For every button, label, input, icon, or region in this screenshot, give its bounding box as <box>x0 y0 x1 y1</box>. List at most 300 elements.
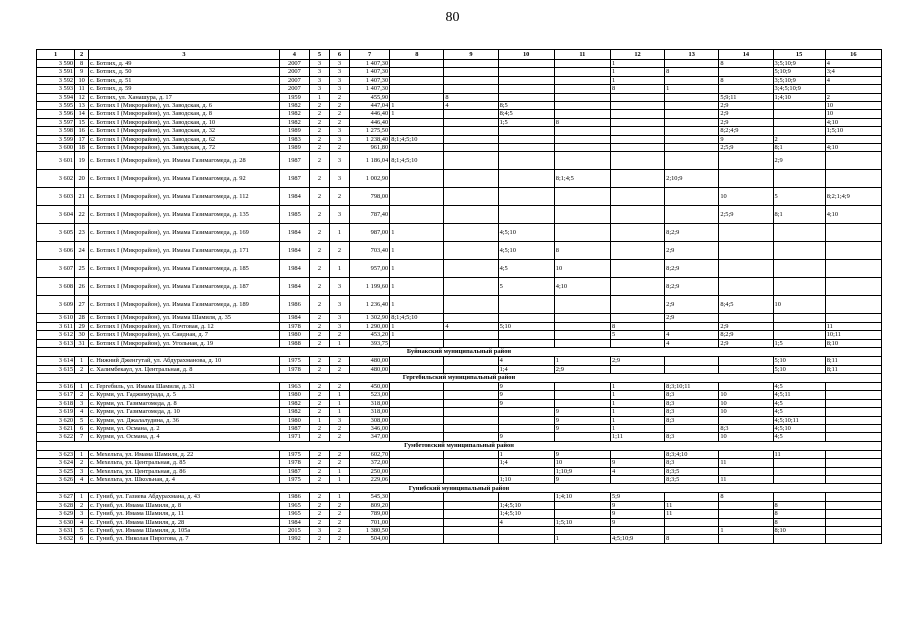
cell-c14: 11 <box>719 459 773 467</box>
cell-c11: 10 <box>554 459 610 467</box>
cell-c14: 8;3 <box>719 424 773 432</box>
cell-c14 <box>719 242 773 260</box>
cell-c5: 3 <box>309 68 329 76</box>
cell-c13 <box>665 118 719 126</box>
cell-c9 <box>444 296 498 314</box>
cell-c2: 1 <box>75 357 89 365</box>
cell-c11: 1 <box>554 357 610 365</box>
cell-c10: 9 <box>498 399 554 407</box>
cell-c6: 2 <box>330 459 350 467</box>
cell-c15: 4;5 <box>773 408 825 416</box>
cell-c5: 2 <box>309 170 329 188</box>
cell-c3: с. Гуниб, ул. Газиева Абдурахмана, д. 43 <box>89 493 280 501</box>
cell-c3: с. Мехельта, ул. Школьная, д. 4 <box>89 475 280 483</box>
cell-c1: 3 613 <box>37 339 75 347</box>
cell-c11: 1;5;10 <box>554 518 610 526</box>
cell-c10: 4;5;10 <box>498 242 554 260</box>
cell-c9 <box>444 467 498 475</box>
cell-c7: 455,90 <box>350 93 390 101</box>
cell-c2: 15 <box>75 118 89 126</box>
cell-c1: 3 625 <box>37 467 75 475</box>
cell-c14 <box>719 518 773 526</box>
cell-c5: 3 <box>309 527 329 535</box>
cell-c9 <box>444 110 498 118</box>
cell-c7: 602,70 <box>350 450 390 458</box>
cell-c5: 2 <box>309 408 329 416</box>
cell-c4: 1986 <box>279 493 309 501</box>
cell-c14: 8 <box>719 60 773 68</box>
table-row <box>37 382 882 390</box>
cell-c13: 8;3;10;11 <box>665 382 719 390</box>
cell-c14 <box>719 224 773 242</box>
cell-c7: 308,00 <box>350 416 390 424</box>
cell-c4: 1965 <box>279 510 309 518</box>
cell-c6: 3 <box>330 127 350 135</box>
cell-c14: 2;9 <box>719 339 773 347</box>
cell-c11 <box>554 93 610 101</box>
cell-c14: 8;2;4;9 <box>719 127 773 135</box>
cell-c13 <box>665 206 719 224</box>
cell-c2: 1 <box>75 493 89 501</box>
cell-c2: 3 <box>75 467 89 475</box>
cell-c12 <box>610 314 664 322</box>
cell-c15: 4;5 <box>773 382 825 390</box>
cell-c7: 447,04 <box>350 102 390 110</box>
cell-c4: 1978 <box>279 322 309 330</box>
cell-c2: 10 <box>75 76 89 84</box>
cell-c1: 3 600 <box>37 144 75 152</box>
cell-c4: 1975 <box>279 450 309 458</box>
cell-c1: 3 627 <box>37 493 75 501</box>
column-header: 8 <box>390 50 444 60</box>
cell-c8: 1 <box>390 296 444 314</box>
cell-c14 <box>719 260 773 278</box>
cell-c8 <box>390 339 444 347</box>
cell-c2: 14 <box>75 110 89 118</box>
cell-c16 <box>825 475 881 483</box>
cell-c14: 8;4;5 <box>719 296 773 314</box>
cell-c1: 3 605 <box>37 224 75 242</box>
cell-c7: 809,20 <box>350 501 390 509</box>
cell-c16: 10 <box>825 102 881 110</box>
cell-c15 <box>773 260 825 278</box>
cell-c14: 10 <box>719 408 773 416</box>
cell-c3: с. Курми, ул. Гаджимурада, д. 5 <box>89 391 280 399</box>
cell-c12: 2;9 <box>610 357 664 365</box>
cell-c13: 2;9 <box>665 242 719 260</box>
cell-c11 <box>554 501 610 509</box>
cell-c16 <box>825 527 881 535</box>
cell-c1: 3 615 <box>37 365 75 373</box>
cell-c11 <box>554 224 610 242</box>
cell-c8 <box>390 170 444 188</box>
cell-c14: 2;9 <box>719 118 773 126</box>
cell-c6: 2 <box>330 242 350 260</box>
cell-c4: 1984 <box>279 518 309 526</box>
cell-c11 <box>554 85 610 93</box>
cell-c3: с. Ботлих I (Микрорайон), ул. Имама Газимагомеда, д. 28 <box>89 152 280 170</box>
cell-c12 <box>610 224 664 242</box>
cell-c15 <box>773 102 825 110</box>
cell-c11: 1;10;9 <box>554 467 610 475</box>
cell-c14: 1 <box>719 527 773 535</box>
cell-c4: 1984 <box>279 242 309 260</box>
cell-c1: 3 597 <box>37 118 75 126</box>
cell-c15: 3;5;10;9 <box>773 76 825 84</box>
cell-c3: с. Ботлих I (Микрорайон), ул. Заводская, д. 72 <box>89 144 280 152</box>
cell-c12: 1 <box>610 408 664 416</box>
cell-c2: 20 <box>75 170 89 188</box>
cell-c11: 9 <box>554 416 610 424</box>
column-header: 2 <box>75 50 89 60</box>
cell-c15 <box>773 322 825 330</box>
cell-c4: 1984 <box>279 278 309 296</box>
cell-c3: с. Ботлих I (Микрорайон), ул. Имама Газимагомеда, д. 135 <box>89 206 280 224</box>
cell-c10 <box>498 127 554 135</box>
cell-c9 <box>444 278 498 296</box>
cell-c16 <box>825 408 881 416</box>
cell-c11 <box>554 144 610 152</box>
cell-c2: 29 <box>75 322 89 330</box>
cell-c4: 1986 <box>279 296 309 314</box>
cell-c15: 4;5;10;11 <box>773 416 825 424</box>
cell-c2: 2 <box>75 365 89 373</box>
cell-c3: с. Ботлих, д. 49 <box>89 60 280 68</box>
cell-c11 <box>554 382 610 390</box>
cell-c12: 1 <box>610 416 664 424</box>
cell-c3: с. Ботлих I (Микрорайон), ул. Угольная, д. 19 <box>89 339 280 347</box>
cell-c7: 1 275,50 <box>350 127 390 135</box>
cell-c3: с. Ботлих I (Микрорайон), ул. Саидная, д. 7 <box>89 331 280 339</box>
cell-c5: 2 <box>309 296 329 314</box>
cell-c12 <box>610 93 664 101</box>
cell-c15: 8;1 <box>773 144 825 152</box>
cell-c8: 1 <box>390 110 444 118</box>
cell-c7: 957,00 <box>350 260 390 278</box>
cell-c15: 4;5;11 <box>773 391 825 399</box>
cell-c12: 9 <box>610 518 664 526</box>
column-header: 3 <box>89 50 280 60</box>
cell-c12 <box>610 260 664 278</box>
cell-c3: с. Гуниб, ул. Имама Шамиля, д. 28 <box>89 518 280 526</box>
table-row <box>37 206 882 224</box>
cell-c12: 1 <box>610 399 664 407</box>
cell-c4: 1980 <box>279 416 309 424</box>
table-row <box>37 296 882 314</box>
cell-c3: с. Ботлих I (Микрорайон), ул. Имама Шамиля, д. 35 <box>89 314 280 322</box>
cell-c1: 3 599 <box>37 135 75 143</box>
cell-c7: 453,20 <box>350 331 390 339</box>
cell-c13 <box>665 60 719 68</box>
cell-c1: 3 607 <box>37 260 75 278</box>
cell-c15: 4;5;10 <box>773 424 825 432</box>
cell-c15: 2 <box>773 135 825 143</box>
cell-c8 <box>390 127 444 135</box>
cell-c1: 3 624 <box>37 459 75 467</box>
cell-c5: 2 <box>309 118 329 126</box>
cell-c16 <box>825 399 881 407</box>
cell-c9 <box>444 433 498 441</box>
cell-c6: 1 <box>330 493 350 501</box>
cell-c12: 9 <box>610 501 664 509</box>
table-row <box>37 314 882 322</box>
table-row <box>37 110 882 118</box>
table-row <box>37 118 882 126</box>
cell-c6: 1 <box>330 260 350 278</box>
column-header: 13 <box>665 50 719 60</box>
cell-c14 <box>719 416 773 424</box>
cell-c16 <box>825 260 881 278</box>
cell-c2: 17 <box>75 135 89 143</box>
cell-c2: 19 <box>75 152 89 170</box>
table-row <box>37 527 882 535</box>
cell-c6: 2 <box>330 118 350 126</box>
cell-c2: 4 <box>75 408 89 416</box>
cell-c10: 5;10 <box>498 322 554 330</box>
cell-c10 <box>498 85 554 93</box>
cell-c10: 9 <box>498 382 554 390</box>
cell-c13 <box>665 144 719 152</box>
table-row <box>37 391 882 399</box>
cell-c7: 480,00 <box>350 357 390 365</box>
cell-c1: 3 594 <box>37 93 75 101</box>
cell-c16: 10;11 <box>825 331 881 339</box>
cell-c3: с. Ботлих I (Микрорайон), ул. Имама Газимагомеда, д. 189 <box>89 296 280 314</box>
cell-c7: 446,40 <box>350 118 390 126</box>
cell-c13: 11 <box>665 510 719 518</box>
cell-c15: 4;5 <box>773 433 825 441</box>
cell-c6: 1 <box>330 467 350 475</box>
cell-c10: 4;5 <box>498 260 554 278</box>
cell-c1: 3 632 <box>37 535 75 543</box>
table-row <box>37 467 882 475</box>
cell-c7: 346,00 <box>350 424 390 432</box>
table-row <box>37 493 882 501</box>
table-row <box>37 60 882 68</box>
cell-c8: 8;1;4;5;10 <box>390 135 444 143</box>
cell-c14 <box>719 535 773 543</box>
cell-c9 <box>444 459 498 467</box>
cell-c5: 2 <box>309 493 329 501</box>
cell-c1: 3 630 <box>37 518 75 526</box>
cell-c14: 5;9;11 <box>719 93 773 101</box>
cell-c3: с. Мехельта, ул. Центральная, д. 86 <box>89 467 280 475</box>
cell-c2: 13 <box>75 102 89 110</box>
cell-c3: с. Ботлих I (Микрорайон), ул. Имама Газимагомеда, д. 171 <box>89 242 280 260</box>
cell-c10: 8;4;5 <box>498 110 554 118</box>
cell-c16 <box>825 416 881 424</box>
cell-c12 <box>610 527 664 535</box>
cell-c15 <box>773 467 825 475</box>
cell-c6: 3 <box>330 206 350 224</box>
cell-c8 <box>390 416 444 424</box>
cell-c6: 2 <box>330 93 350 101</box>
cell-c3: с. Халимбекаул, ул. Центральная, д. 8 <box>89 365 280 373</box>
cell-c16 <box>825 433 881 441</box>
cell-c13 <box>665 93 719 101</box>
cell-c12 <box>610 278 664 296</box>
cell-c8 <box>390 450 444 458</box>
cell-c16 <box>825 170 881 188</box>
cell-c7: 1 002,90 <box>350 170 390 188</box>
cell-c16 <box>825 450 881 458</box>
cell-c15: 5 <box>773 188 825 206</box>
column-header: 16 <box>825 50 881 60</box>
cell-c6: 1 <box>330 224 350 242</box>
cell-c12 <box>610 170 664 188</box>
cell-c10: 1;4;5;10 <box>498 501 554 509</box>
cell-c13 <box>665 135 719 143</box>
cell-c5: 1 <box>309 416 329 424</box>
cell-c3: с. Ботлих I (Микрорайон), ул. Имама Газимагомеда, д. 169 <box>89 224 280 242</box>
cell-c3: с. Гуниб, ул. Имама Шамиля, д. 105а <box>89 527 280 535</box>
cell-c1: 3 610 <box>37 314 75 322</box>
table-row <box>37 475 882 483</box>
cell-c10: 9 <box>498 433 554 441</box>
cell-c13: 8;3 <box>665 433 719 441</box>
cell-c12: 1 <box>610 382 664 390</box>
cell-c14 <box>719 170 773 188</box>
cell-c14 <box>719 314 773 322</box>
column-header: 1 <box>37 50 75 60</box>
table-row <box>37 127 882 135</box>
cell-c15: 2;9 <box>773 152 825 170</box>
cell-c1: 3 601 <box>37 152 75 170</box>
cell-c11 <box>554 152 610 170</box>
cell-c8: 1 <box>390 102 444 110</box>
cell-c12 <box>610 365 664 373</box>
cell-c2: 6 <box>75 535 89 543</box>
cell-c15 <box>773 110 825 118</box>
table-row <box>37 188 882 206</box>
cell-c11: 9 <box>554 450 610 458</box>
cell-c8 <box>390 493 444 501</box>
cell-c16: 11 <box>825 322 881 330</box>
cell-c3: с. Ботлих I (Микрорайон), ул. Имама Газимагомеда, д. 187 <box>89 278 280 296</box>
cell-c11 <box>554 322 610 330</box>
cell-c5: 2 <box>309 424 329 432</box>
cell-c4: 1984 <box>279 260 309 278</box>
cell-c11: 1 <box>554 535 610 543</box>
cell-c6: 3 <box>330 76 350 84</box>
cell-c3: с. Ботлих I (Микрорайон), ул. Заводская, д. 8 <box>89 110 280 118</box>
cell-c2: 23 <box>75 224 89 242</box>
cell-c11 <box>554 206 610 224</box>
cell-c5: 2 <box>309 391 329 399</box>
cell-c16: 1;5;10 <box>825 127 881 135</box>
cell-c10 <box>498 170 554 188</box>
column-header: 9 <box>444 50 498 60</box>
cell-c14 <box>719 501 773 509</box>
cell-c12 <box>610 152 664 170</box>
column-header: 10 <box>498 50 554 60</box>
cell-c2: 21 <box>75 188 89 206</box>
cell-c13: 8 <box>665 68 719 76</box>
cell-c1: 3 626 <box>37 475 75 483</box>
cell-c16: 4;10 <box>825 144 881 152</box>
cell-c7: 450,00 <box>350 382 390 390</box>
cell-c5: 2 <box>309 518 329 526</box>
cell-c3: с. Курми, ул. Османа, д. 2 <box>89 424 280 432</box>
cell-c2: 1 <box>75 382 89 390</box>
cell-c14: 8 <box>719 76 773 84</box>
cell-c13: 2;9 <box>665 314 719 322</box>
cell-c10 <box>498 188 554 206</box>
cell-c6: 2 <box>330 382 350 390</box>
cell-c2: 9 <box>75 68 89 76</box>
table-row <box>37 144 882 152</box>
cell-c3: с. Ботлих, д. 59 <box>89 85 280 93</box>
cell-c16 <box>825 510 881 518</box>
cell-c14 <box>719 365 773 373</box>
cell-c13: 8;2;9 <box>665 278 719 296</box>
cell-c13: 1 <box>665 85 719 93</box>
cell-c16: 4 <box>825 60 881 68</box>
cell-c13 <box>665 127 719 135</box>
table-row <box>37 242 882 260</box>
cell-c11 <box>554 391 610 399</box>
cell-c11 <box>554 102 610 110</box>
cell-c3: с. Гуниб, ул. Имама Шамиля, д. 11 <box>89 510 280 518</box>
cell-c1: 3 616 <box>37 382 75 390</box>
cell-c13: 8;2;9 <box>665 224 719 242</box>
district-section-title: Гунибский муниципальный район <box>37 484 882 493</box>
cell-c7: 1 407,30 <box>350 85 390 93</box>
cell-c4: 1978 <box>279 365 309 373</box>
cell-c3: с. Курми, ул. Газимагомеда, д. 8 <box>89 399 280 407</box>
cell-c4: 1982 <box>279 102 309 110</box>
cell-c13 <box>665 322 719 330</box>
cell-c8: 8;1;4;5;10 <box>390 152 444 170</box>
cell-c12: 8 <box>610 85 664 93</box>
cell-c3: с. Ботлих I (Микрорайон), ул. Имама Газимагомеда, д. 92 <box>89 170 280 188</box>
cell-c12: 1 <box>610 391 664 399</box>
cell-c4: 2007 <box>279 68 309 76</box>
cell-c14 <box>719 278 773 296</box>
cell-c2: 2 <box>75 391 89 399</box>
table-row <box>37 357 882 365</box>
cell-c7: 1 238,40 <box>350 135 390 143</box>
cell-c2: 6 <box>75 424 89 432</box>
cell-c8 <box>390 365 444 373</box>
column-header: 11 <box>554 50 610 60</box>
cell-c3: с. Гергебиль, ул. Имама Шамиля, д. 31 <box>89 382 280 390</box>
cell-c9 <box>444 127 498 135</box>
cell-c9: 4 <box>444 322 498 330</box>
cell-c5: 2 <box>309 102 329 110</box>
cell-c16 <box>825 424 881 432</box>
cell-c11: 8;1;4;5 <box>554 170 610 188</box>
cell-c7: 1 199,60 <box>350 278 390 296</box>
table-row <box>37 170 882 188</box>
cell-c10: 1;10 <box>498 475 554 483</box>
column-header: 4 <box>279 50 309 60</box>
cell-c8 <box>390 527 444 535</box>
cell-c14: 9 <box>719 135 773 143</box>
cell-c5: 2 <box>309 365 329 373</box>
cell-c2: 3 <box>75 399 89 407</box>
cell-c2: 4 <box>75 518 89 526</box>
cell-c9 <box>444 206 498 224</box>
cell-c11 <box>554 188 610 206</box>
cell-c15 <box>773 127 825 135</box>
cell-c6: 2 <box>330 357 350 365</box>
cell-c12: 5 <box>610 331 664 339</box>
cell-c14: 8;2;9 <box>719 331 773 339</box>
cell-c9 <box>444 144 498 152</box>
cell-c9 <box>444 399 498 407</box>
cell-c15: 8;10 <box>773 527 825 535</box>
